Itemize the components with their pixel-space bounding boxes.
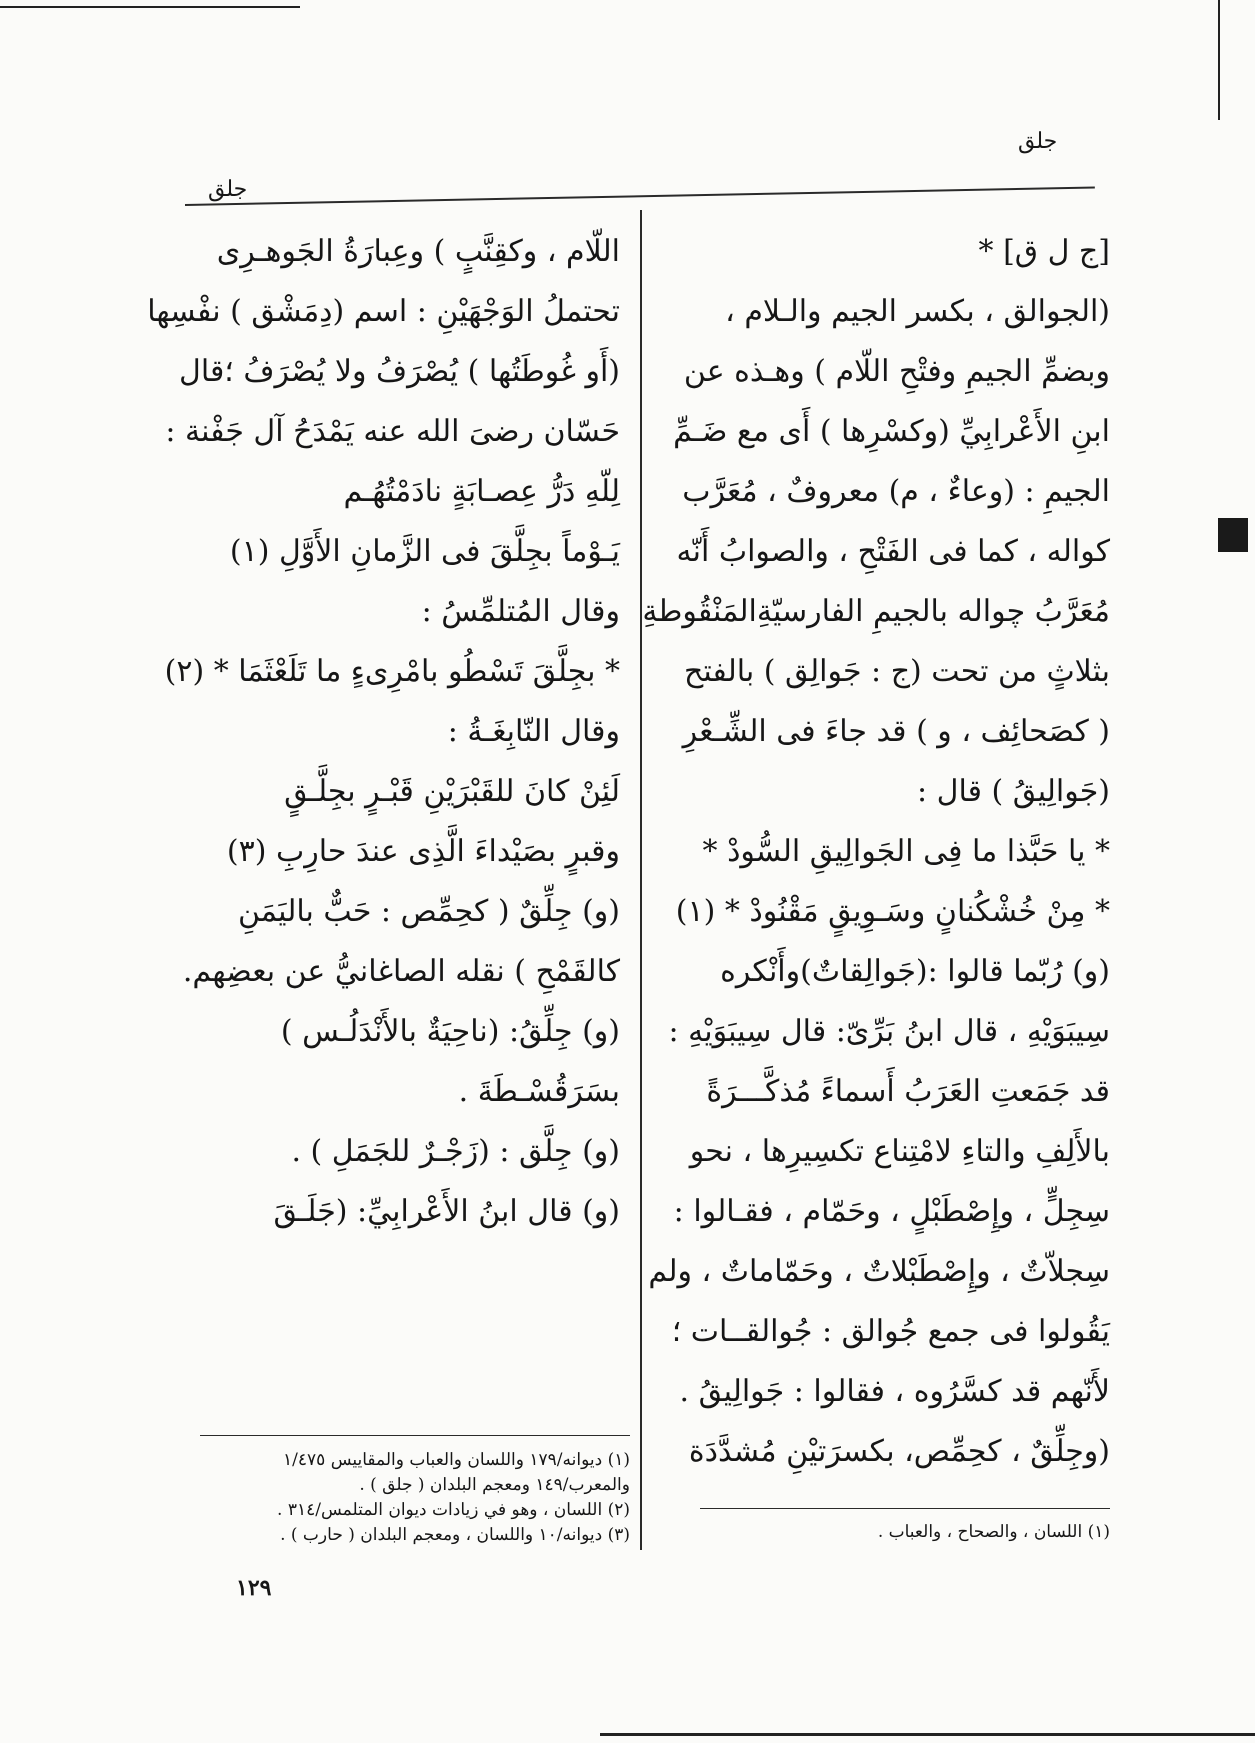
text-line: (و) جِلِّقٌ ( كحِمِّص : حَبٌّ باليَمَنِ [237, 894, 620, 929]
text-line: سِجِلٍّ ، وإِصْطَبْلٍ ، وحَمّام ، فقـالوا : [673, 1194, 1110, 1229]
text-line: مُعَرَّبُ چواله بالجيمِ الفارسيّةِالمَنْقُوطةِ [642, 594, 1110, 629]
page-number: ١٢٩ [236, 1575, 272, 1601]
text-line: كالقَمْحِ ) نقله الصاغانيُّ عن بعضِهم. [182, 954, 620, 989]
footnote: (١) ديوانه/١٧٩ واللسان والعباب والمقاييس ١/٤٧٥ [283, 1450, 630, 1470]
verse-line: * يا حَبَّذا ما فِى الجَوالِيقِ السُّودْ * [702, 834, 1110, 869]
footnote-rule-right [700, 1508, 1110, 1509]
running-head-right: جلق [1018, 129, 1058, 154]
text-line: وبضمِّ الجيمِ وفتْحِ اللّام ) وهـذه عن [683, 354, 1110, 389]
text-line: (و) جِلِّقُ: (ناحِيَةٌ بالأَنْدَلُـس ) [280, 1014, 620, 1049]
footnote: والمعرب/١٤٩ ومعجم البلدان ( جلق ) . [359, 1475, 630, 1495]
text-line: وقال المُتلمِّسُ : [421, 594, 620, 629]
text-line: الجيمِ : (وعاءٌ ، م) معروفٌ ، مُعَرَّب [682, 474, 1110, 509]
text-line: ( كصَحائِف ، و ) قد جاءَ فى الشِّـعْرِ [682, 714, 1110, 749]
right-column [642, 222, 1110, 1482]
verse-line: * بجِلَّقَ تَسْطُو بامْرِىءٍ ما تَلَعْثَمَا * (٢) [164, 654, 620, 689]
text-line: يَقُولوا فى جمع جُوالق : جُوالقــات ؛ [671, 1314, 1110, 1349]
footnote: (١) اللسان ، والصحاح ، والعباب . [877, 1522, 1110, 1542]
text-line: قد جَمَعتِ العَرَبُ أَسماءً مُذكَّـــرَةً [706, 1074, 1110, 1109]
text-line: بالأَلِفِ والتاءِ لامْتِناع تكسِيرِها ، نحو [689, 1134, 1110, 1169]
text-line: سِيبَوَيْهِ ، قال ابنُ بَرِّىّ: قال سِيبَوَيْهِ : [668, 1014, 1110, 1049]
text-line: (أَو غُوطَتُها ) يُصْرَفُ ولا يُصْرَفُ ؛قال [179, 354, 620, 389]
text-line: ابنِ الأَعْرابِيِّ (وكسْرِها ) أَى مع ضَـمِّ [673, 414, 1110, 449]
text-line: اللّام ، وكقِنَّبٍ ) وعِبارَةُ الجَوهـرِى [216, 234, 620, 269]
running-head-left: جلق [208, 177, 248, 202]
footnotes-right [700, 1520, 1110, 1545]
verse-line: وقبرٍ بصَيْداءَ الَّذِى عندَ حارِبِ (٣) [226, 834, 620, 869]
scan-block-mark [1218, 518, 1248, 552]
text-line: لأَنّهم قد كسَّرُوه ، فقالوا : جَوالِيقُ . [679, 1374, 1110, 1409]
left-column [147, 222, 620, 1242]
text-line: (و) رُبّما قالوا :(جَوالِقاتٌ)وأَنْكره [720, 954, 1110, 989]
verse-line: لَئِنْ كانَ للقَبْرَيْنِ قَبْـرٍ بجِلَّـقٍ [284, 774, 620, 809]
footnotes-left [200, 1448, 630, 1548]
scan-edge-right [1218, 0, 1220, 120]
entry-heading: [ج ل ق] * [978, 234, 1110, 269]
text-line: وقال النّابِغَـةُ : [447, 714, 620, 749]
footnote: (٣) ديوانه/١٠ واللسان ، ومعجم البلدان ( حارب ) . [280, 1525, 630, 1545]
verse-line: يَـوْماً بجِلَّقَ فى الزَّمانِ الأَوَّلِ (١) [229, 534, 620, 569]
verse-line: * مِنْ خُشْكُنانٍ وسَـوِيقٍ مَقْنُودْ * (١) [675, 894, 1110, 929]
header-rule [185, 187, 1095, 206]
footnote: (٢) اللسان ، وهو في زيادات ديوان المتلمس/٣١٤ . [277, 1500, 630, 1520]
text-line: بسَرَقُسْـطَةَ . [458, 1074, 620, 1109]
text-line: كواله ، كما فى الفَتْحِ ، والصوابُ أَنّه [676, 534, 1110, 569]
scan-edge-top [0, 6, 300, 8]
text-line: (و) قال ابنُ الأَعْرابِيِّ: (جَلَـقَ [273, 1194, 620, 1229]
text-line: (وجِلِّقٌ ، كحِمِّص، بكسرَتيْنِ مُشدَّدَة [688, 1434, 1110, 1469]
column-divider [640, 210, 642, 1550]
footnote-rule-left [200, 1435, 630, 1436]
text-line: (و) جِلَّق : (زَجْـرٌ للجَمَلِ ) . [291, 1134, 620, 1169]
text-line: بثلاثٍ من تحت (ج : جَوالِق ) بالفتح [683, 654, 1110, 689]
text-line: تحتملُ الوَجْهَيْنِ : اسم (دِمَشْق ) نفْسِها [147, 294, 620, 329]
text-line: سِجلاّتٌ ، وإِصْطَبْلاتٌ ، وحَمّاماتٌ ، ولم [648, 1254, 1110, 1289]
verse-line: لِلّهِ دَرُّ عِصـابَةٍ نادَمْتُهُـم [343, 474, 620, 509]
text-line: (جَوالِيقُ ) قال : [917, 774, 1110, 809]
text-line: (الجوالق ، بكسر الجيم والـلام ، [725, 294, 1110, 329]
scan-edge-bottom [600, 1733, 1255, 1736]
text-line: حَسّان رضىَ الله عنه يَمْدَحُ آل جَفْنة : [165, 414, 620, 449]
